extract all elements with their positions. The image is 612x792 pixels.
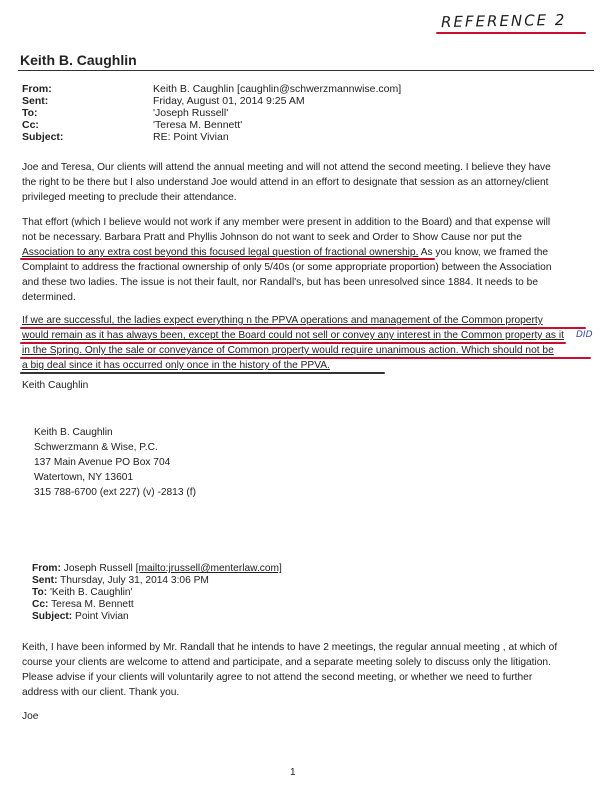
text-line: a big deal since it has occurred only once in the history of the PPVA.: [22, 360, 330, 371]
signature-name: Keith B. Caughlin: [34, 427, 113, 438]
signature-city: Watertown, NY 13601: [34, 472, 134, 483]
subject-value: RE: Point Vivian: [153, 131, 229, 143]
to-label: To:: [22, 107, 38, 119]
text-line: would remain as it has always been, except the Board could not sell or convey any interest in the Common property as it: [22, 330, 564, 341]
sender-name-heading: Keith B. Caughlin: [20, 52, 137, 68]
red-underline-mark: [20, 342, 566, 344]
text-line: Please advise if your clients will voluntarily agree to not attend the second meeting, or whether we need to further: [22, 672, 533, 683]
signature-block: [34, 425, 196, 500]
reference-stamp: REFERENCE 2: [440, 10, 567, 32]
reference-underline: [436, 32, 586, 34]
from-value: Keith B. Caughlin [caughlin@schwerzmannwise.com]: [153, 83, 402, 95]
email1-paragraph-1: [22, 160, 592, 205]
email2-subject-label: Subject:: [32, 611, 73, 622]
text-line: the right to be there but I also understand Joe would attend in an effort to designate that session as an attorney/client: [22, 177, 549, 188]
text-line: Complaint to address the fractional ownership of only 5/40s (or some appropriate proportion) between the Association: [22, 262, 552, 273]
email2-mailto-link[interactable]: [mailto:jrussell@menterlaw.com]: [135, 563, 282, 574]
text-line: determined.: [22, 292, 76, 303]
sent-value: Friday, August 01, 2014 9:25 AM: [153, 95, 305, 107]
email2-from-label: From:: [32, 563, 61, 574]
email2-to-row: [32, 587, 133, 598]
from-label: From:: [22, 83, 52, 95]
red-underline-mark: [20, 357, 591, 359]
text-line: Joe and Teresa, Our clients will attend the annual meeting and will not attend the second meeting. I believe they have: [22, 162, 551, 173]
email2-from-row: [32, 563, 282, 574]
signature-phone: 315 788-6700 (ext 227) (v) -2813 (f): [34, 487, 196, 498]
email2-subject-value: Point Vivian: [75, 611, 129, 622]
email2-cc-label: Cc:: [32, 599, 49, 610]
text-line: address with our client. Thank you.: [22, 687, 180, 698]
underlined-phrase: Association to any extra cost beyond this focused legal question of fractional ownership.: [22, 247, 419, 258]
email2-subject-row: [32, 611, 129, 622]
cc-value: 'Teresa M. Bennett': [153, 119, 243, 131]
text-line: That effort (which I believe would not work if any member were present in addition to the Board) and that expense will: [22, 217, 551, 228]
subject-label: Subject:: [22, 131, 64, 143]
email2-to-value: 'Keith B. Caughlin': [49, 587, 133, 598]
red-underline-mark: [20, 327, 586, 329]
email2-to-label: To:: [32, 587, 48, 598]
email2-sent-row: [32, 575, 209, 586]
signature-address: 137 Main Avenue PO Box 704: [34, 457, 171, 468]
email2-sent-label: Sent:: [32, 575, 58, 586]
email2-from-value: Joseph Russell: [63, 563, 133, 574]
text-fragment: As you know, we framed the: [418, 247, 549, 258]
email2-cc-value: Teresa M. Bennett: [51, 599, 134, 610]
text-line: privileged meeting to preclude their attendance.: [22, 192, 237, 203]
header-rule: [18, 70, 594, 71]
sent-label: Sent:: [22, 95, 49, 107]
signature-firm: Schwerzmann & Wise, P.C.: [34, 442, 158, 453]
red-underline-mark: [20, 258, 435, 260]
handwritten-note-did: DID: [576, 330, 593, 340]
text-line: If we are successful, the ladies expect everything n the PPVA operations and management of the Common property: [22, 315, 543, 326]
text-line: course your clients are welcome to attend and participate, and a separate meeting solely to discuss only the litigation.: [22, 657, 551, 668]
text-line: not be necessary. Barbara Pratt and Phyllis Johnson do not want to seek and Order to Show Cause nor put the: [22, 232, 522, 243]
dark-underline-mark: [20, 372, 385, 374]
email1-signoff: Keith Caughlin: [22, 380, 89, 391]
text-line: in the Spring. Only the sale or conveyance of Common property would require unanimous action. Which should not be: [22, 345, 554, 356]
cc-label: Cc:: [22, 119, 39, 131]
email2-cc-row: [32, 599, 134, 610]
to-value: 'Joseph Russell': [153, 107, 229, 119]
email2-body: [22, 640, 592, 700]
email1-paragraph-2: [22, 215, 592, 305]
email2-signoff: Joe: [22, 711, 39, 722]
page-number: 1: [290, 767, 296, 778]
text-line: and these two ladies. The issue is not their fault, nor Randall's, but has been unresolved since 1884. It needs to be: [22, 277, 538, 288]
text-line: Keith, I have been informed by Mr. Randall that he intends to have 2 meetings, the regular annual meeting , at which of: [22, 642, 558, 653]
email2-sent-value: Thursday, July 31, 2014 3:06 PM: [60, 575, 209, 586]
